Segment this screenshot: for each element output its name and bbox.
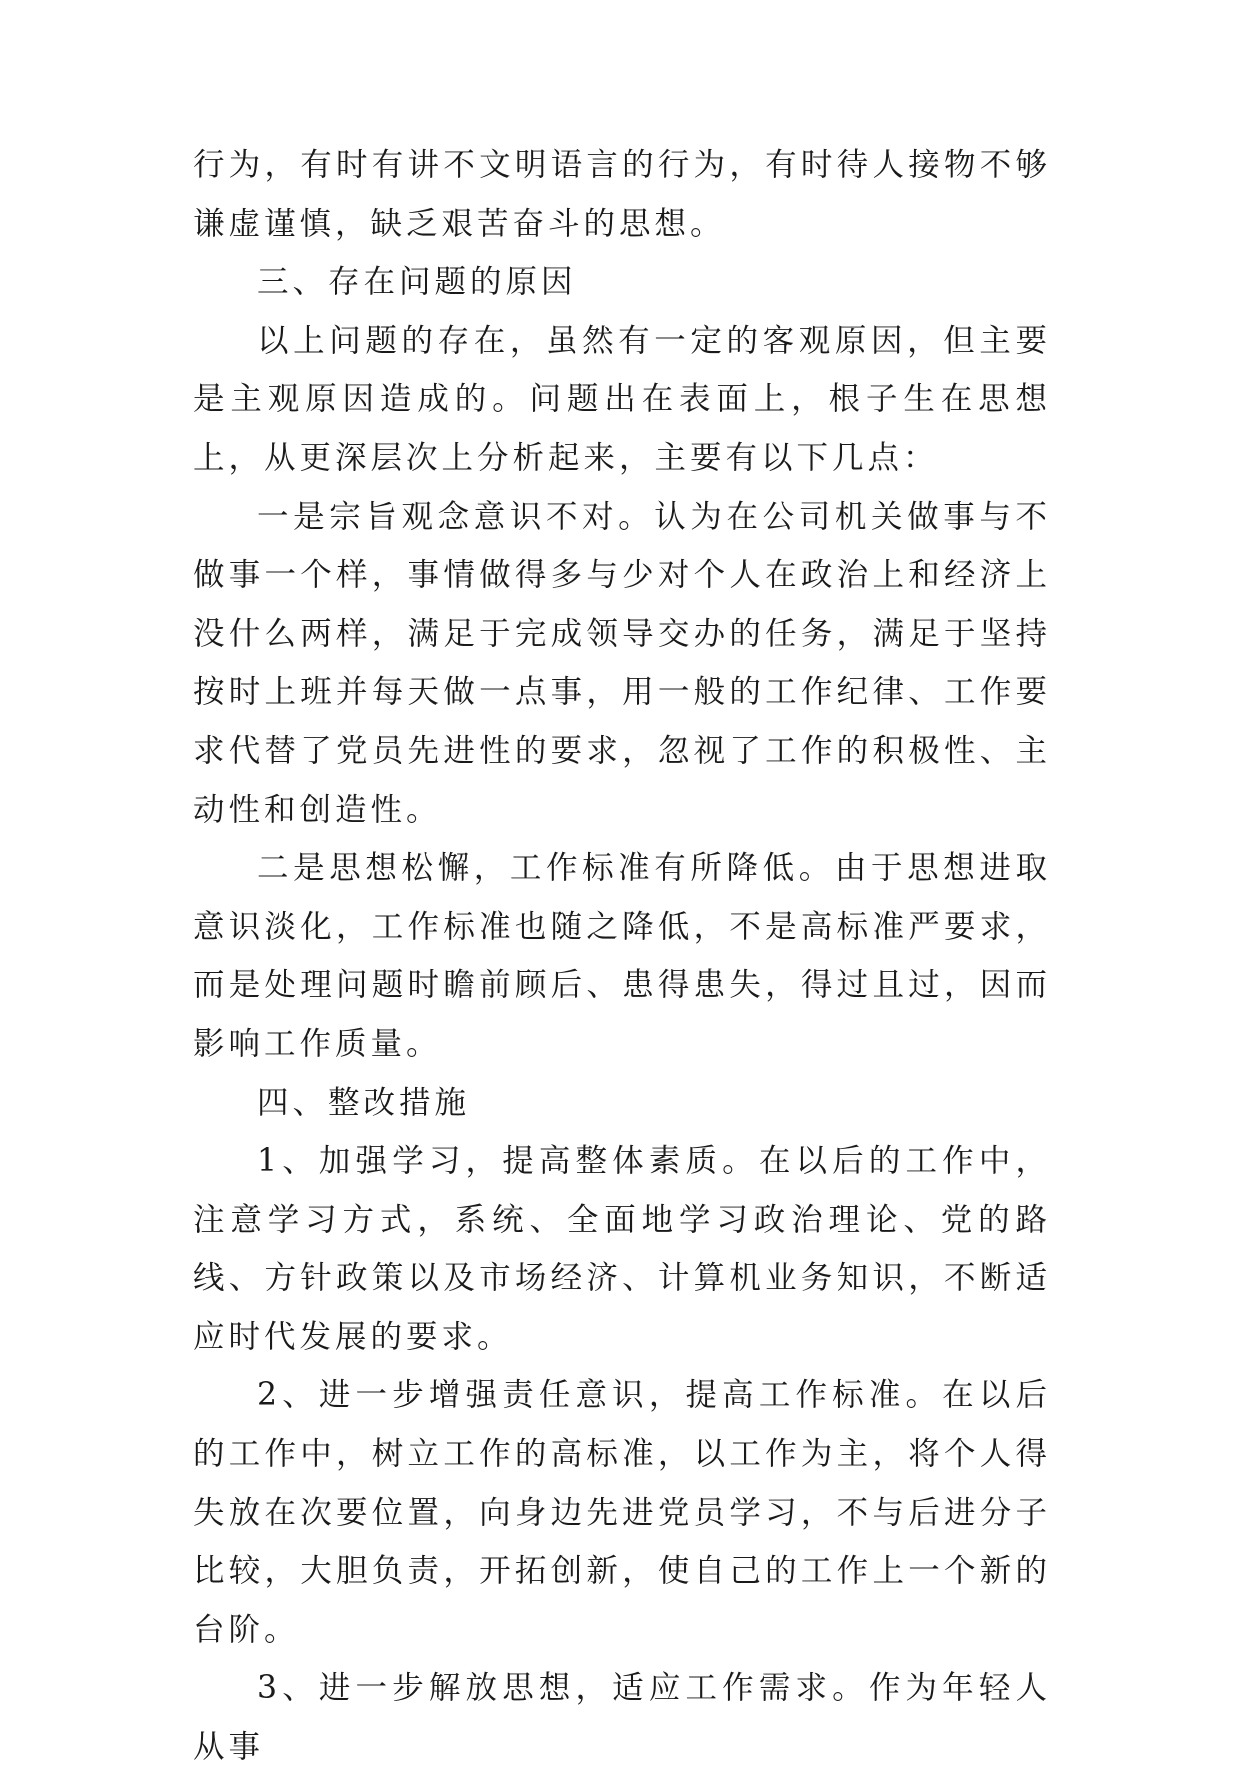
- paragraph-1: 行为，有时有讲不文明语言的行为，有时待人接物不够谦虚谨慎，缺乏艰苦奋斗的思想。: [193, 147, 1051, 242]
- document-page: [193, 136, 1051, 1777]
- section-heading-causes: 三、存在问题的原因: [257, 264, 577, 301]
- paragraph-7: 1、加强学习，提高整体素质。在以后的工作中，注意学习方式，系统、全面地学习政治理论、党的路线、方针政策以及市场经济、计算机业务知识，不断适应时代发展的要求。: [193, 1143, 1051, 1355]
- paragraph-3: 以上问题的存在，虽然有一定的客观原因，但主要是主观原因造成的。问题出在表面上，根子生在思想上，从更深层次上分析起来，主要有以下几点：: [193, 322, 1051, 476]
- paragraph-8: 2、进一步增强责任意识，提高工作标准。在以后的工作中，树立工作的高标准，以工作为主，将个人得失放在次要位置，向身边先进党员学习，不与后进分子比较，大胆负责，开拓创新，使自己的工作上一个新的台阶。: [193, 1377, 1051, 1648]
- paragraph-5: 二是思想松懈，工作标准有所降低。由于思想进取意识淡化，工作标准也随之降低，不是高标准严要求，而是处理问题时瞻前顾后、患得患失，得过且过，因而影响工作质量。: [193, 850, 1051, 1062]
- section-heading-measures: 四、整改措施: [257, 1084, 471, 1121]
- paragraph-9: 3、进一步解放思想，适应工作需求。作为年轻人从事: [193, 1670, 1051, 1766]
- paragraph-4: 一是宗旨观念意识不对。认为在公司机关做事与不做事一个样，事情做得多与少对个人在政治上和经济上没什么两样，满足于完成领导交办的任务，满足于坚持按时上班并每天做一点事，用一般的工作纪律、工作要求代替了党员先进性的要求，忽视了工作的积极性、主动性和创造性。: [193, 498, 1051, 828]
